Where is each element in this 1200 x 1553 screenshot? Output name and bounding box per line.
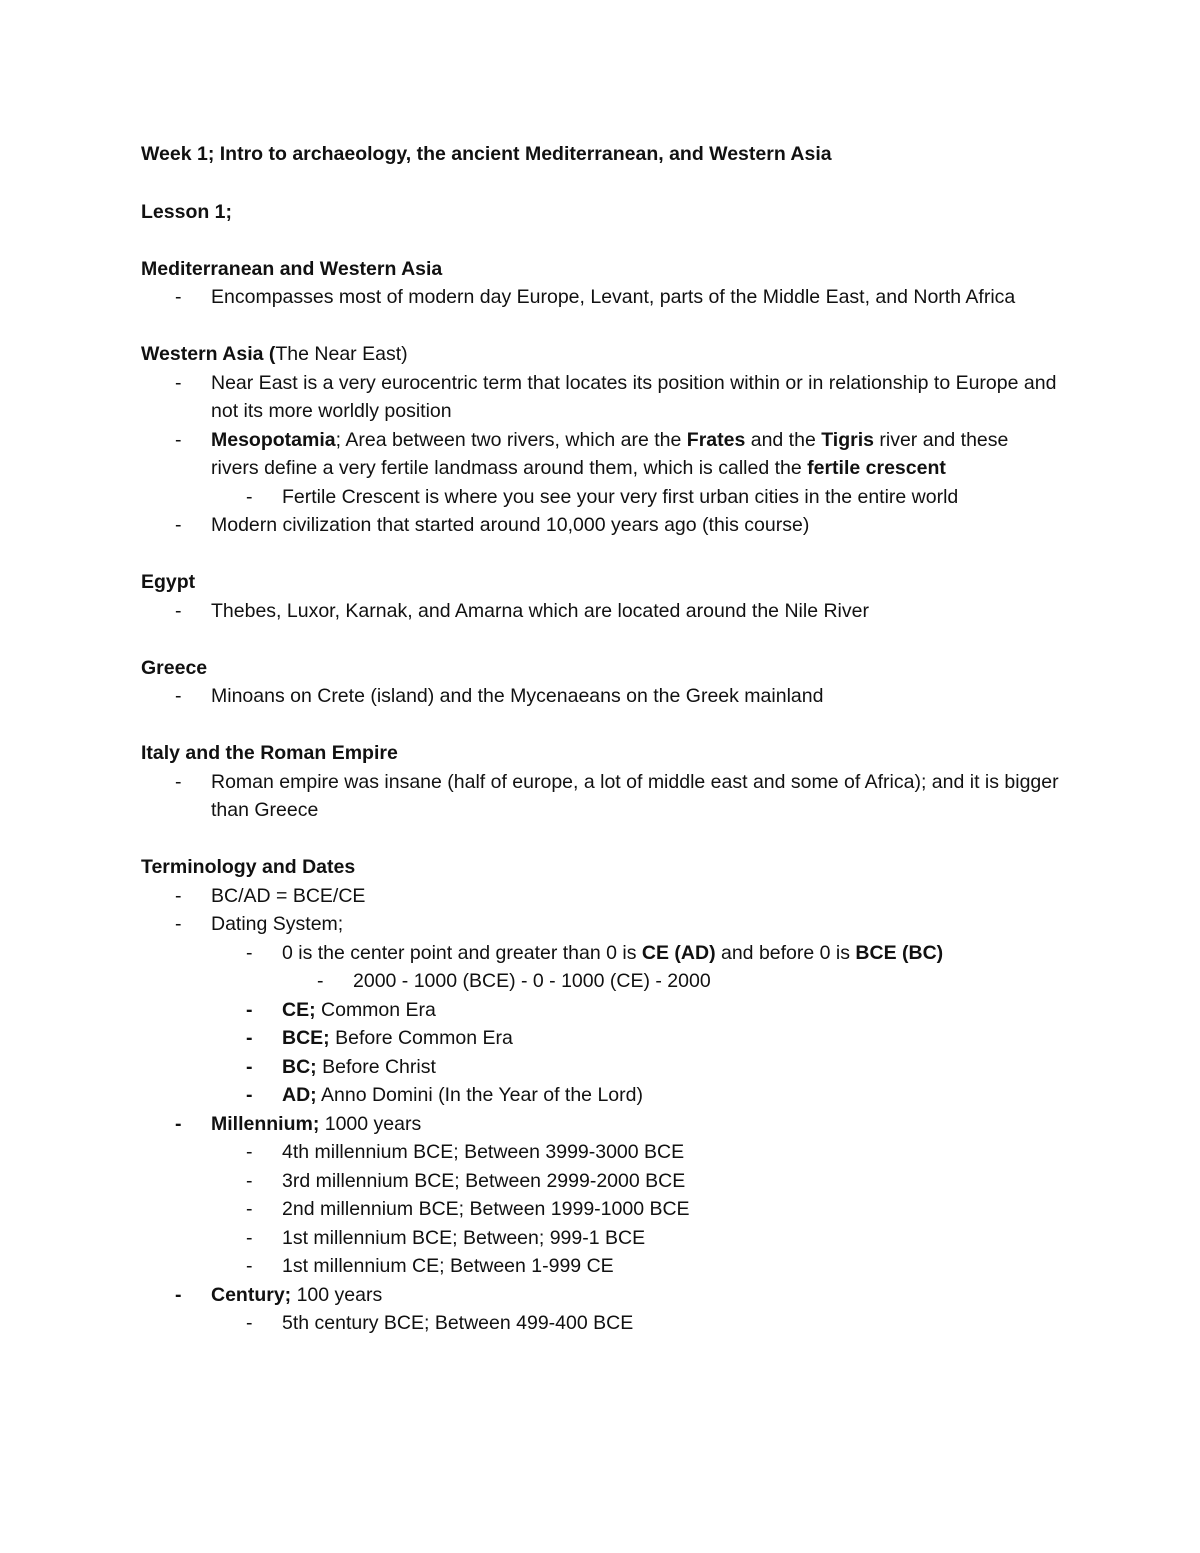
list-item: - Near East is a very eurocentric term that locates its position within or in relationship to Europe and not its more worldly position <box>141 369 1061 426</box>
list-item: - 2000 - 1000 (BCE) - 0 - 1000 (CE) - 2000 <box>141 967 1061 996</box>
list-item: - 1st millennium CE; Between 1-999 CE <box>141 1252 1061 1281</box>
dash-bullet: - <box>246 998 253 1021</box>
bullet-list <box>141 1281 1061 1310</box>
dash-bullet: - <box>246 1312 253 1334</box>
bullet-list <box>141 882 1061 939</box>
list-item: - Mesopotamia; Area between two rivers, which are the Frates and the Tigris river and these rivers define a very fertile landmass around them, which is called the fertile crescent <box>141 426 1061 483</box>
dash-bullet: - <box>246 485 253 508</box>
dash-bullet: - <box>175 286 182 308</box>
dash-bullet: - <box>246 1141 253 1163</box>
section-greece <box>141 654 1061 711</box>
bullet-list <box>141 369 1061 483</box>
list-item: - CE; Common Era <box>141 996 1061 1025</box>
bullet-list-nested <box>141 1138 1061 1281</box>
bullet-list <box>141 1110 1061 1139</box>
dash-bullet: - <box>246 1027 253 1049</box>
list-item: - 2nd millennium BCE; Between 1999-1000 BCE <box>141 1195 1061 1224</box>
section-western-asia <box>141 340 1061 540</box>
list-item: - Century; 100 years <box>141 1281 1061 1310</box>
list-item: - BC; Before Christ <box>141 1053 1061 1082</box>
dash-bullet: - <box>175 599 182 622</box>
document-page <box>141 140 1061 1338</box>
dash-bullet: - <box>175 1112 182 1135</box>
list-item: - BCE; Before Common Era <box>141 1024 1061 1053</box>
dash-bullet: - <box>175 514 182 536</box>
list-item: - Roman empire was insane (half of europe, a lot of middle east and some of Africa); and it is bigger than Greece <box>141 768 1061 825</box>
dash-bullet: - <box>175 428 182 451</box>
section-heading: Greece <box>141 656 208 679</box>
dash-bullet: - <box>246 1226 253 1249</box>
list-item: - Thebes, Luxor, Karnak, and Amarna which are located around the Nile River <box>141 597 1061 626</box>
dash-bullet: - <box>175 913 182 935</box>
bullet-list-nested <box>141 483 1061 512</box>
dash-bullet: - <box>246 1084 253 1106</box>
list-item: - Minoans on Crete (island) and the Mycenaeans on the Greek mainland <box>141 682 1061 711</box>
section-terminology <box>141 853 1061 1338</box>
bullet-list <box>141 597 1061 626</box>
bullet-list <box>141 768 1061 825</box>
list-item: - 3rd millennium BCE; Between 2999-2000 BCE <box>141 1167 1061 1196</box>
list-item: - 0 is the center point and greater than 0 is CE (AD) and before 0 is BCE (BC) <box>141 939 1061 968</box>
dash-bullet: - <box>175 770 182 793</box>
list-item: - Modern civilization that started around 10,000 years ago (this course) <box>141 511 1061 540</box>
lesson-label: Lesson 1; <box>141 200 233 223</box>
section-egypt <box>141 568 1061 625</box>
dash-bullet: - <box>246 1169 253 1192</box>
dash-bullet: - <box>246 1055 253 1078</box>
section-heading: Western Asia (The Near East) <box>141 343 408 365</box>
dash-bullet: - <box>317 970 324 992</box>
list-item: - BC/AD = BCE/CE <box>141 882 1061 911</box>
section-heading: Italy and the Roman Empire <box>141 742 398 764</box>
list-item: - Dating System; <box>141 910 1061 939</box>
dash-bullet: - <box>175 371 182 394</box>
list-item: - 1st millennium BCE; Between; 999-1 BCE <box>141 1224 1061 1253</box>
list-item: - Fertile Crescent is where you see your very first urban cities in the entire world <box>141 483 1061 512</box>
list-item: - Encompasses most of modern day Europe, Levant, parts of the Middle East, and North Africa <box>141 283 1061 312</box>
section-heading: Mediterranean and Western Asia <box>141 257 443 280</box>
dash-bullet: - <box>246 941 253 964</box>
bullet-list-nested-2 <box>141 967 1061 996</box>
dash-bullet: - <box>175 1283 182 1306</box>
bullet-list <box>141 283 1061 312</box>
bullet-list <box>141 511 1061 540</box>
section-italy <box>141 739 1061 825</box>
dash-bullet: - <box>175 685 182 707</box>
document-title: Week 1; Intro to archaeology, the ancient Mediterranean, and Western Asia <box>141 143 832 165</box>
list-item: - 4th millennium BCE; Between 3999-3000 BCE <box>141 1138 1061 1167</box>
dash-bullet: - <box>246 1255 253 1277</box>
list-item: - Millennium; 1000 years <box>141 1110 1061 1139</box>
bullet-list-nested <box>141 1309 1061 1338</box>
section-mediterranean <box>141 255 1061 312</box>
bullet-list-nested <box>141 939 1061 968</box>
bullet-list <box>141 682 1061 711</box>
bullet-list-nested <box>141 996 1061 1110</box>
list-item: - 5th century BCE; Between 499-400 BCE <box>141 1309 1061 1338</box>
section-heading: Egypt <box>141 571 196 593</box>
list-item: - AD; Anno Domini (In the Year of the Lord) <box>141 1081 1061 1110</box>
dash-bullet: - <box>175 884 182 907</box>
dash-bullet: - <box>246 1198 253 1220</box>
section-heading: Terminology and Dates <box>141 856 356 878</box>
